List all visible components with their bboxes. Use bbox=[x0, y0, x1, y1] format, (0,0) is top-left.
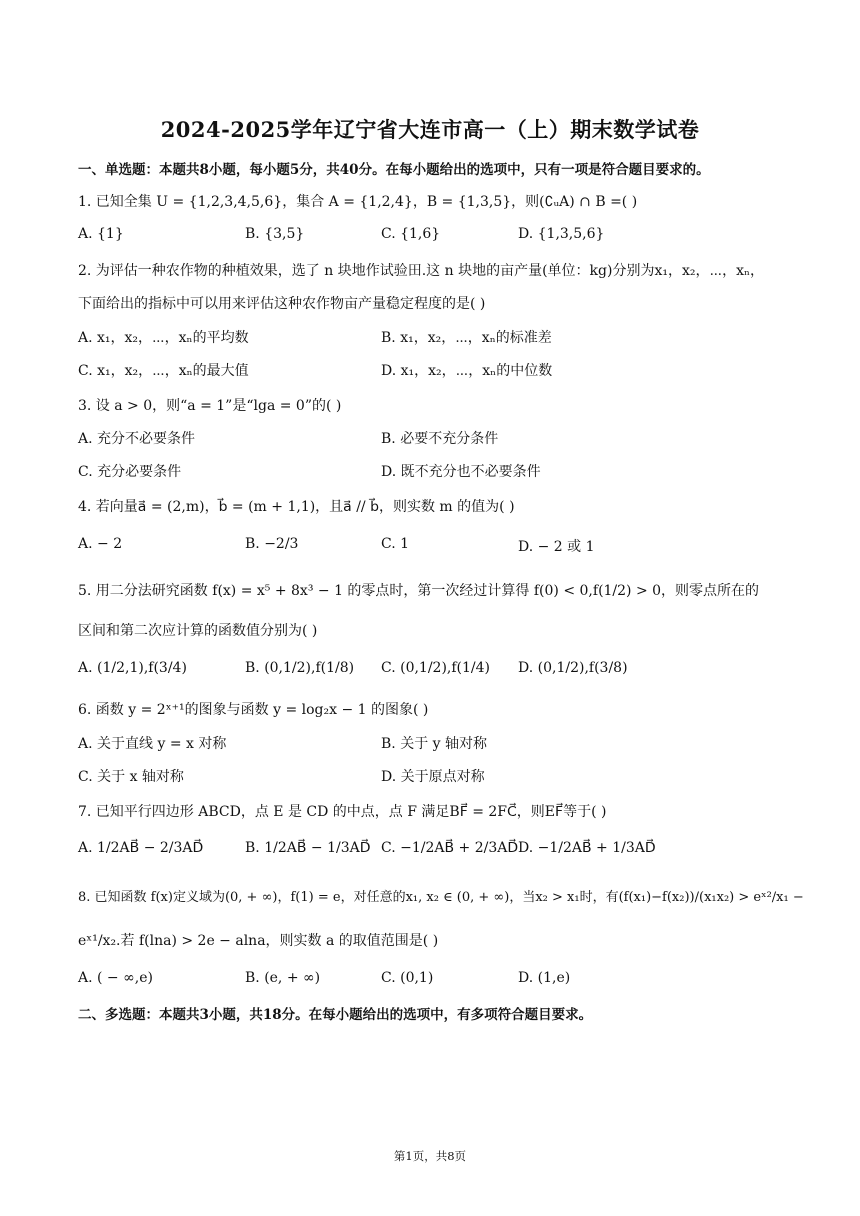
question-8-stem-line-1: 8. 已知函数 f(x)定义域为(0, + ∞)，f(1) = e，对任意的x₁, x₂ ∈ (0, + ∞)，当x₂ > x₁时，有(f(x₁)−f(x₂))/(x₁x₂) > eˣ²/x₁ − bbox=[78, 890, 804, 905]
section-heading-multiple-choice: 二、多选题：本题共3小题，共18分。在每小题给出的选项中，有多项符合题目要求。 bbox=[78, 1007, 593, 1023]
section-heading-single-choice: 一、单选题：本题共8小题，每小题5分，共40分。在每小题给出的选项中，只有一项是符合题目要求的。 bbox=[78, 162, 710, 178]
question-3-option-a: A. 充分不必要条件 bbox=[78, 431, 196, 447]
question-5-option-b: B. (0,1/2),f(1/8) bbox=[245, 660, 355, 676]
question-8-option-c: C. (0,1) bbox=[381, 970, 434, 986]
question-1-option-a: A. {1} bbox=[78, 226, 124, 242]
question-2-option-b: B. x₁，x₂，⋯，xₙ的标准差 bbox=[381, 330, 552, 346]
question-6-stem: 6. 函数 y = 2ˣ⁺¹的图象与函数 y = log₂x − 1 的图象( ) bbox=[78, 702, 429, 718]
question-2-stem-line-2: 下面给出的指标中可以用来评估这种农作物亩产量稳定程度的是( ) bbox=[78, 296, 486, 312]
question-8-option-d: D. (1,e) bbox=[518, 970, 571, 986]
question-3-option-d: D. 既不充分也不必要条件 bbox=[381, 464, 541, 480]
question-3-option-b: B. 必要不充分条件 bbox=[381, 431, 499, 447]
question-4-option-a: A. − 2 bbox=[78, 536, 123, 552]
question-5-stem-line-2: 区间和第二次应计算的函数值分别为( ) bbox=[78, 623, 318, 639]
question-5-option-c: C. (0,1/2),f(1/4) bbox=[381, 660, 491, 676]
question-1-option-c: C. {1,6} bbox=[381, 226, 441, 242]
question-3-option-c: C. 充分必要条件 bbox=[78, 464, 182, 480]
question-7-stem: 7. 已知平行四边形 ABCD，点 E 是 CD 的中点，点 F 满足BF⃗ = 2FC⃗，则EF⃗等于( ) bbox=[78, 804, 607, 820]
question-6-option-a: A. 关于直线 y = x 对称 bbox=[78, 736, 227, 752]
question-2-stem-line-1: 2. 为评估一种农作物的种植效果，选了 n 块地作试验田.这 n 块地的亩产量(单位：kg)分别为x₁，x₂，⋯，xₙ， bbox=[78, 263, 765, 279]
question-8-option-b: B. (e, + ∞) bbox=[245, 970, 321, 986]
question-6-option-d: D. 关于原点对称 bbox=[381, 769, 485, 785]
question-8-stem-line-2: eˣ¹/x₂.若 f(lna) > 2e − alna，则实数 a 的取值范围是( ) bbox=[78, 933, 439, 949]
question-4-option-b: B. −2/3 bbox=[245, 536, 299, 552]
page-footer: 第1页，共8页 bbox=[393, 1149, 467, 1163]
question-7-option-c: C. −1/2AB⃗ + 2/3AD⃗ bbox=[381, 840, 519, 856]
question-5-option-a: A. (1/2,1),f(3/4) bbox=[78, 660, 187, 676]
question-2-option-c: C. x₁，x₂，⋯，xₙ的最大值 bbox=[78, 363, 249, 379]
question-4-option-c: C. 1 bbox=[381, 536, 410, 552]
question-4-stem: 4. 若向量a⃗ = (2,m)，b⃗ = (m + 1,1)，且a⃗ // b⃗，则实数 m 的值为( ) bbox=[78, 499, 515, 515]
question-1-option-d: D. {1,3,5,6} bbox=[518, 226, 605, 242]
question-2-option-a: A. x₁，x₂，⋯，xₙ的平均数 bbox=[78, 330, 249, 346]
question-5-stem-line-1: 5. 用二分法研究函数 f(x) = x⁵ + 8x³ − 1 的零点时，第一次经过计算得 f(0) < 0,f(1/2) > 0，则零点所在的 bbox=[78, 583, 760, 599]
question-2-option-d: D. x₁，x₂，⋯，xₙ的中位数 bbox=[381, 363, 553, 379]
question-4-option-d: D. − 2 或 1 bbox=[518, 539, 595, 555]
question-7-option-b: B. 1/2AB⃗ − 1/3AD⃗ bbox=[245, 840, 371, 856]
question-1-stem: 1. 已知全集 U = {1,2,3,4,5,6}，集合 A = {1,2,4}，B = {1,3,5}，则(∁ᵤA) ∩ B =( ) bbox=[78, 194, 638, 210]
question-6-option-c: C. 关于 x 轴对称 bbox=[78, 769, 184, 785]
question-6-option-b: B. 关于 y 轴对称 bbox=[381, 736, 487, 752]
question-3-stem: 3. 设 a > 0，则“a = 1”是“lga = 0”的( ) bbox=[78, 398, 342, 414]
question-8-option-a: A. ( − ∞,e) bbox=[78, 970, 153, 986]
question-5-option-d: D. (0,1/2),f(3/8) bbox=[518, 660, 628, 676]
question-7-option-d: D. −1/2AB⃗ + 1/3AD⃗ bbox=[518, 840, 656, 856]
question-7-option-a: A. 1/2AB⃗ − 2/3AD⃗ bbox=[78, 840, 204, 856]
question-1-option-b: B. {3,5} bbox=[245, 226, 305, 242]
page-title: 2024-2025学年辽宁省大连市高一（上）期末数学试卷 bbox=[160, 117, 700, 142]
